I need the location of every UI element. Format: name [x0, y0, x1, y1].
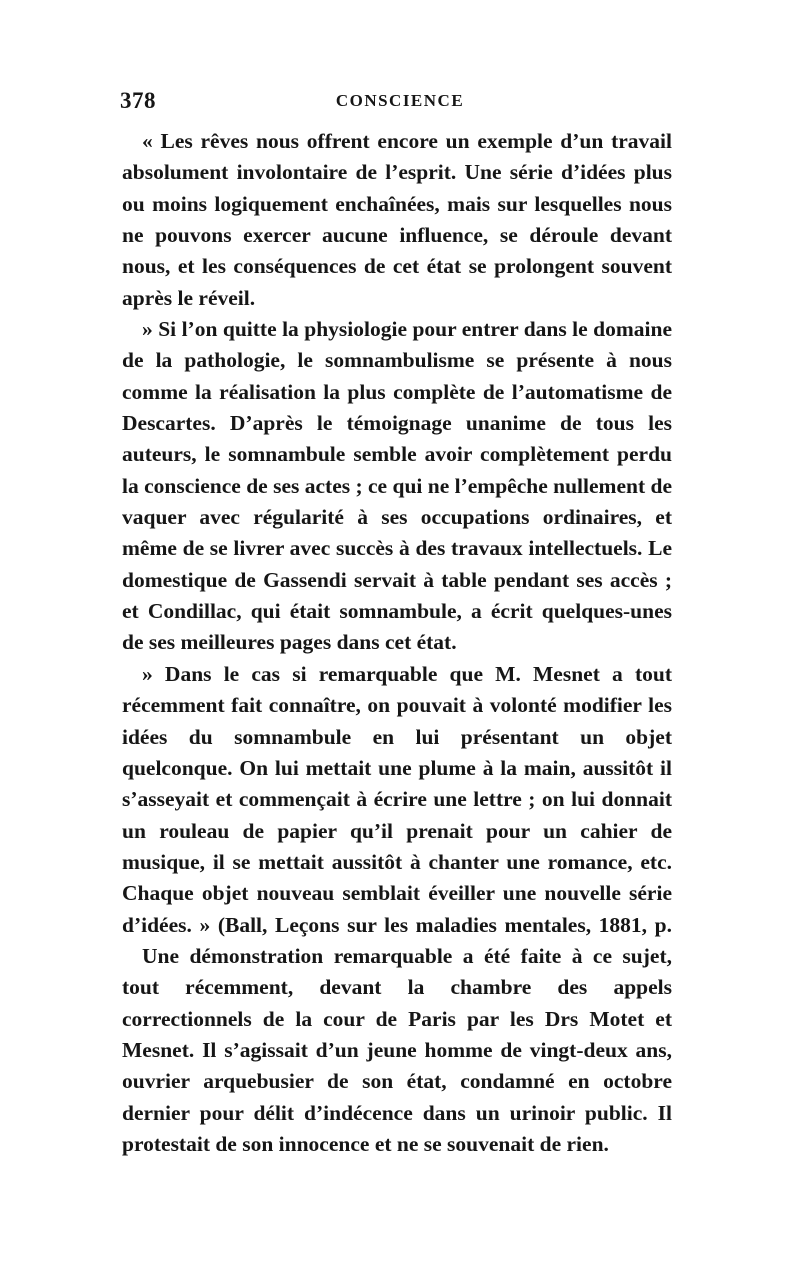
- paragraph-demonstration: Une démonstration remarquable a été faite à ce sujet, tout récemment, devant la chambre des appels correctionnels de la cour de Paris par les Drs Motet et Mesnet. Il s’agissait d’un jeune homme de vingt-deux ans, ouvrier arquebusier de son état, condamné en octobre dernier pour délit d’indécence dans un urinoir public. Il protestait de son innocence et ne se souvenait de rien.: [122, 944, 672, 1157]
- page-number: 378: [120, 88, 156, 113]
- body-text: [122, 126, 672, 1161]
- running-title: CONSCIENCE: [335, 91, 465, 110]
- paragraph-somnambulism: » Si l’on quitte la physiologie pour entrer dans le domaine de la pathologie, le somnambulisme se présente à nous comme la réalisation la plus complète de l’automatisme de Descartes. D’après le témoignage unanime de tous les auteurs, le somnambule semble avoir complètement perdu la conscience de ses actes ; ce qui ne l’empêche nullement de vaquer avec régularité à ses occupations ordinaires, et même de se livrer avec succès à des travaux intellectuels. Le domestique de Gassendi servait à table pendant ses accès ; et Condillac, qui était somnambule, a écrit quelques-unes de ses meilleures pages dans cet état.: [122, 317, 672, 655]
- page-header: [120, 88, 680, 118]
- paragraph-mesnet-case: » Dans le cas si remarquable que M. Mesnet a tout récemment fait connaître, on pouvait à volonté modifier les idées du somnambule en lui présentant un objet quelconque. On lui mettait une plume à la main, aussitôt il s’asseyait et commençait à écrire une lettre ; on lui donnait un rouleau de papier qu’il prenait pour un cahier de musique, il se mettait aussitôt à chanter une romance, etc. Chaque objet nouveau semblait éveiller une nouvelle série d’idées. » (Ball, Leçons sur les maladies mentales, 1881, p.: [122, 662, 672, 937]
- paragraph-dreams: « Les rêves nous offrent encore un exemple d’un travail absolument involontaire de l’esprit. Une série d’idées plus ou moins logiquement enchaînées, mais sur lesquelles nous ne pouvons exercer aucune influence, se déroule devant nous, et les conséquences de cet état se prolongent souvent après le réveil.: [122, 129, 672, 310]
